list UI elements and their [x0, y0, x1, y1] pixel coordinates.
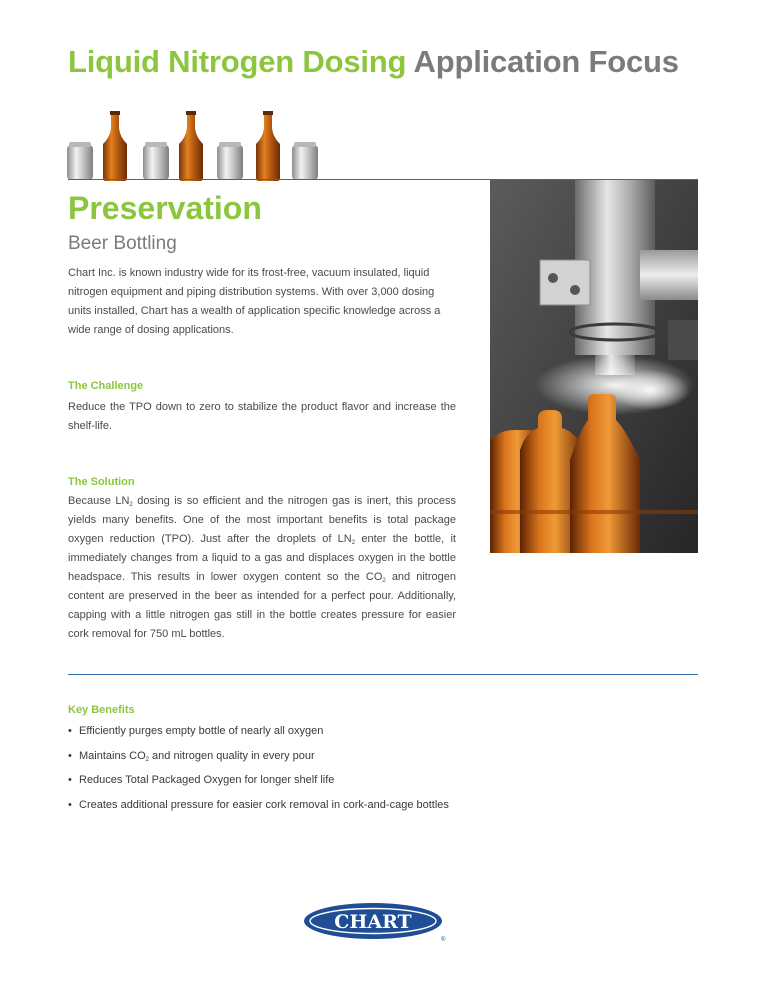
list-item: [68, 719, 449, 744]
section-title: Preservation: [68, 190, 262, 226]
amber-bottle-icon: [256, 111, 280, 181]
bullet: •: [68, 725, 72, 737]
subscript: 2: [145, 756, 149, 763]
subscript: 2: [129, 502, 133, 508]
registered-mark: ®: [441, 937, 446, 942]
list-item: [68, 744, 449, 769]
intro-paragraph: Chart Inc. is known industry wide for its frost-free, vacuum insulated, liquid nitrogen equipment and piping distribution systems. With over 3,000 dosing units installed, Chart has a wealth of application specific knowledge across a wide range of dosing applications.: [68, 267, 441, 336]
list-item: [68, 768, 449, 793]
benefit-text: Creates additional pressure for easier cork removal in cork-and-cage bottles: [79, 798, 449, 811]
solution-text: enter the bottle, it immediately changes from a liquid to a gas and displaces oxygen in the bottle headspace. This results in lower oxygen content so the CO: [68, 533, 456, 583]
solution-text: Because LN: [68, 495, 130, 507]
bullet: •: [68, 749, 72, 762]
benefit-text: Efficiently purges empty bottle of nearly all oxygen: [79, 725, 324, 737]
section-subtitle: Beer Bottling: [68, 233, 177, 254]
logo-text: CHART: [334, 911, 412, 933]
list-item: [68, 793, 449, 818]
benefit-text: and nitrogen quality in every pour: [148, 749, 315, 762]
aluminum-can-icon: [143, 142, 169, 180]
dosing-photo: [490, 180, 698, 553]
chart-logo: [303, 902, 448, 942]
page-title: [68, 44, 679, 80]
page-title-highlight: Liquid Nitrogen Dosing: [68, 44, 407, 79]
benefits-heading: Key Benefits: [68, 704, 135, 716]
bullet: •: [68, 798, 72, 811]
challenge-heading: The Challenge: [68, 380, 144, 392]
solution-text: dosing is so efficient and the nitrogen gas is inert, this process yields many benefits. One of the most important benefits is total package oxygen reduction (TPO). Just after the droplets of LN: [68, 495, 456, 545]
benefits-list: [68, 719, 449, 817]
middle-divider: [68, 674, 698, 675]
cans-and-bottles-illustration: [66, 108, 322, 182]
aluminum-can-icon: [67, 142, 93, 180]
subscript: 2: [382, 578, 386, 584]
benefit-text: Maintains CO: [79, 749, 146, 762]
subscript: 2: [351, 540, 356, 546]
aluminum-can-icon: [292, 142, 318, 180]
solution-paragraph: [68, 492, 456, 644]
challenge-paragraph: Reduce the TPO down to zero to stabilize the product flavor and increase the shelf-life.: [68, 401, 456, 432]
benefit-text: Reduces Total Packaged Oxygen for longer shelf life: [79, 774, 335, 786]
page-title-rest: Application Focus: [413, 44, 679, 79]
bullet: •: [68, 774, 72, 786]
amber-bottle-icon: [179, 111, 203, 181]
amber-bottle-icon: [103, 111, 127, 181]
aluminum-can-icon: [217, 142, 243, 180]
solution-text: and nitrogen content are preserved in the beer as intended for a perfect pour. Additionally, capping with a little nitrogen gas still in the bottle creates pressure for easier cork removal for 750 mL bottles.: [68, 571, 456, 640]
solution-heading: The Solution: [68, 476, 135, 488]
